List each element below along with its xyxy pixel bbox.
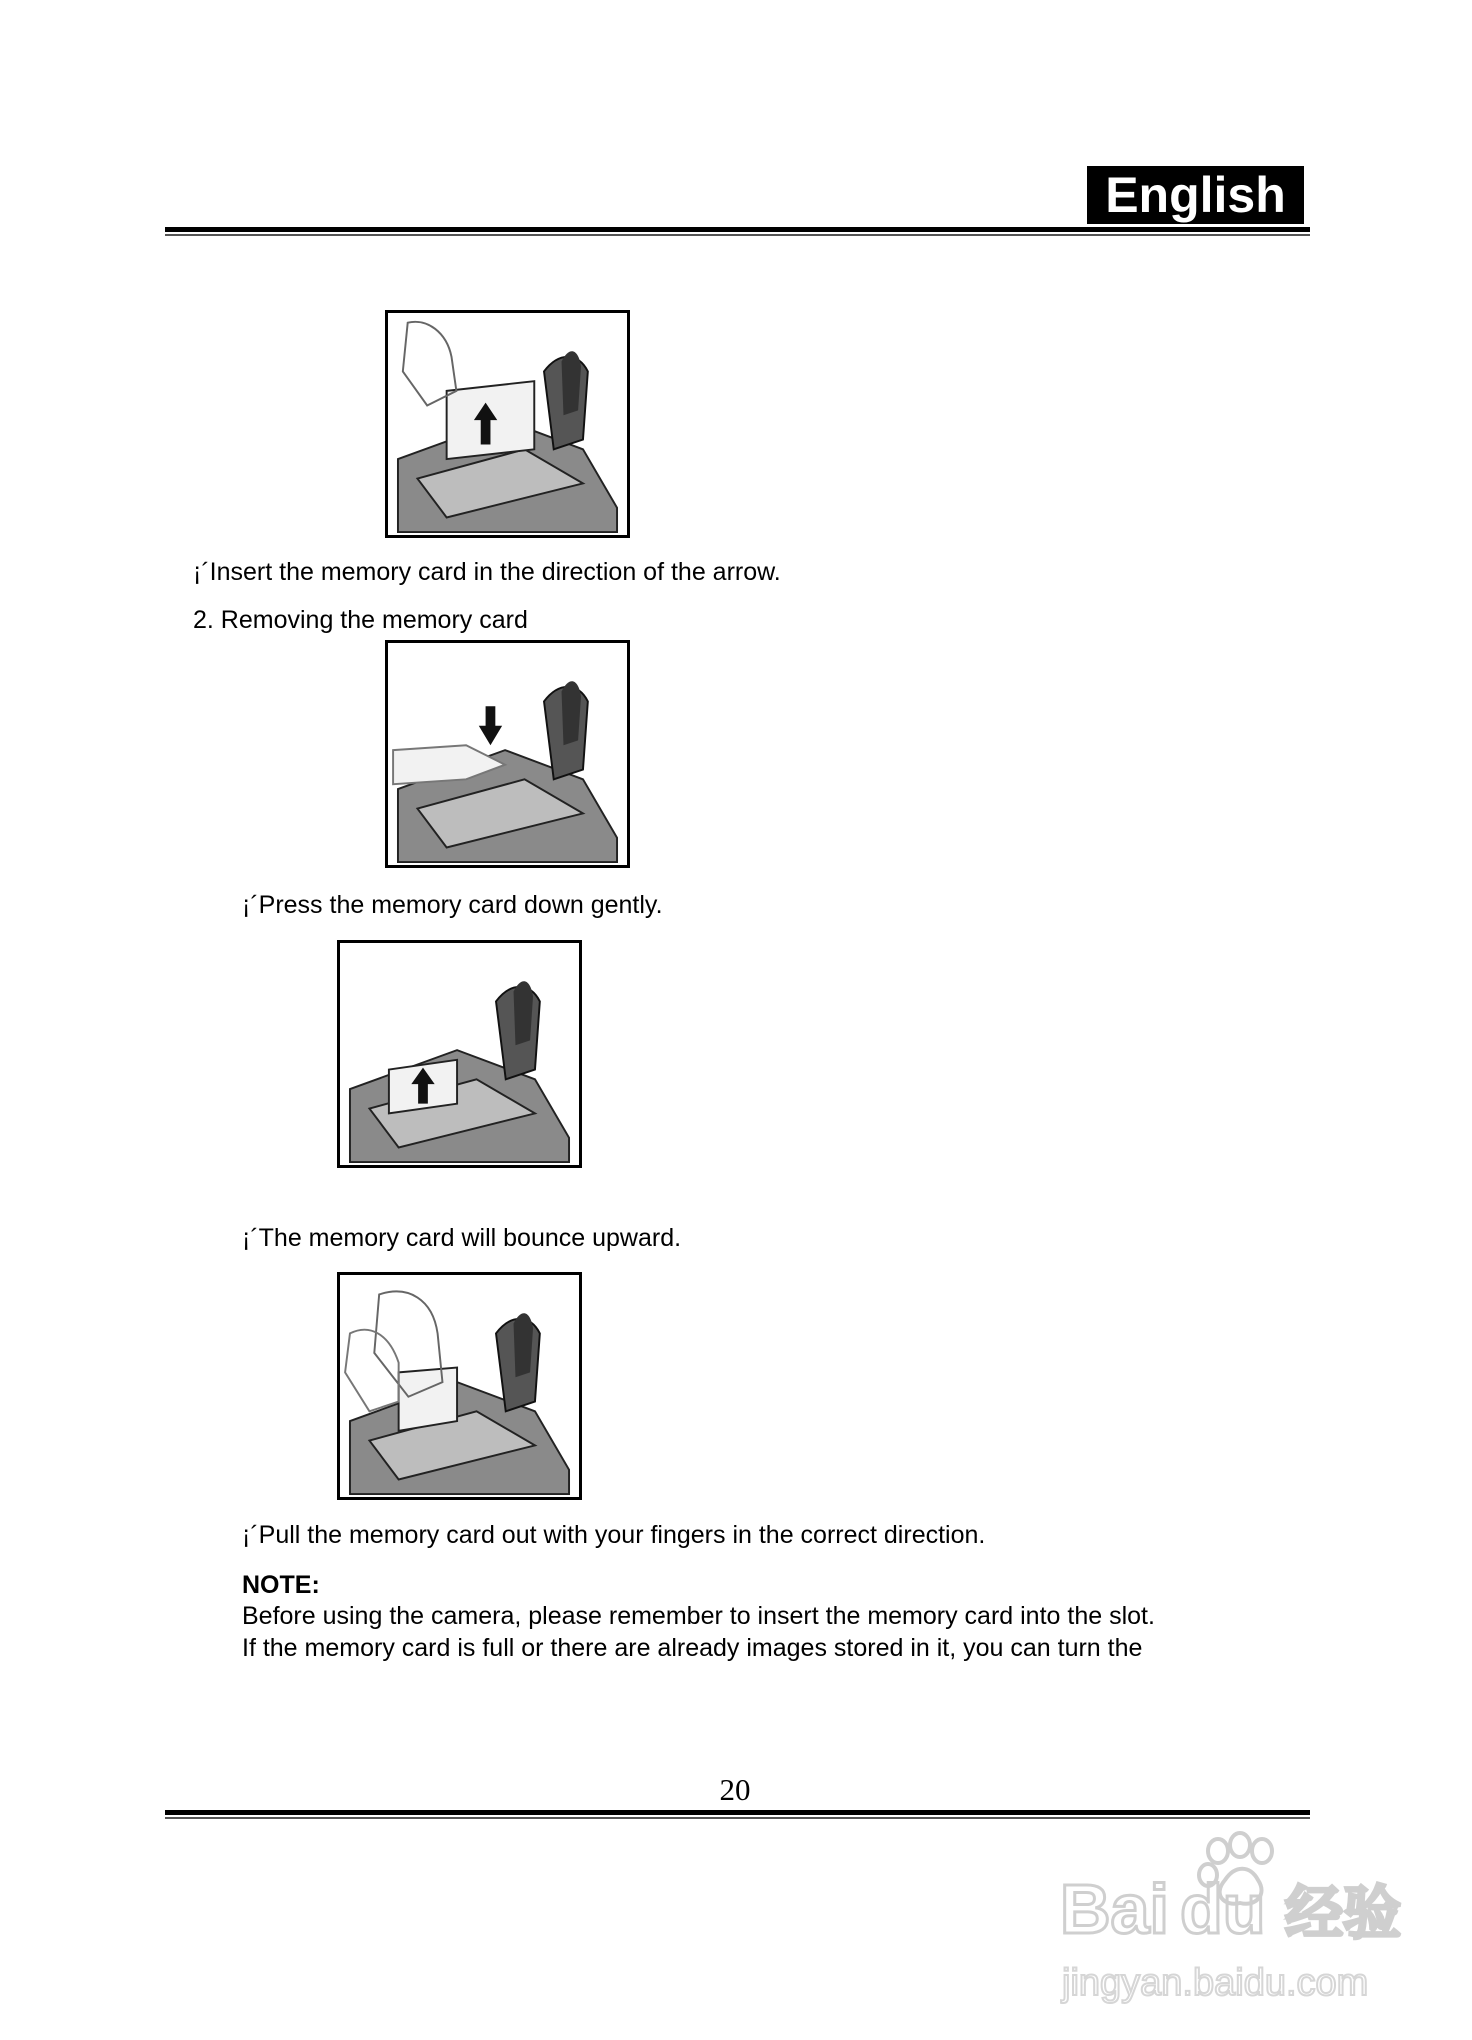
svg-text:经验: 经验 (1285, 1879, 1402, 1947)
note-title: NOTE: (242, 1571, 320, 1599)
caption-press: ¡´Press the memory card down gently. (242, 891, 663, 919)
figure-press-card (385, 640, 630, 868)
header-rule-thin (165, 234, 1310, 236)
caption-bounce: ¡´The memory card will bounce upward. (242, 1224, 682, 1252)
figure-bounce-card (337, 940, 582, 1168)
svg-text:Bai: Bai (1060, 1870, 1169, 1948)
figure-insert-card (385, 310, 630, 538)
figure-pull-card (337, 1272, 582, 1500)
svg-text:jingyan.baidu.com: jingyan.baidu.com (1062, 1962, 1369, 2004)
language-badge: English (1087, 166, 1304, 224)
caption-pull: ¡´Pull the memory card out with your fingers in the correct direction. (242, 1521, 986, 1549)
note-line-2: If the memory card is full or there are already images stored in it, you can turn the (242, 1634, 1143, 1662)
caption-insert: ¡´Insert the memory card in the direction of the arrow. (193, 558, 781, 586)
header-rule (165, 227, 1310, 232)
page-number: 20 (719, 1772, 751, 1807)
svg-text:du: du (1180, 1870, 1266, 1948)
note-line-1: Before using the camera, please remember to insert the memory card into the slot. (242, 1602, 1155, 1630)
baidu-watermark-logo (1040, 1815, 1420, 2015)
section-removing: 2. Removing the memory card (193, 606, 528, 634)
